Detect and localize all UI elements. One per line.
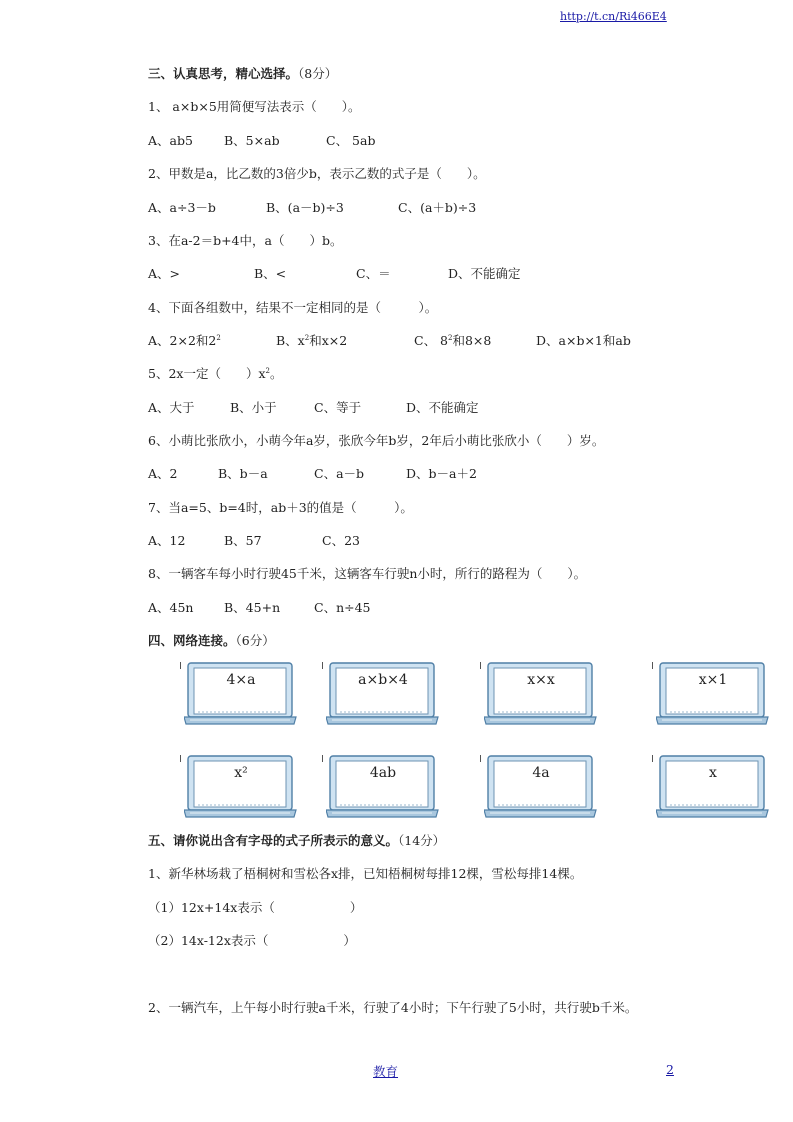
q6-option-a: A、2 [148,466,178,481]
section3-heading [148,64,337,82]
laptop-expression: 4a [532,765,550,781]
laptop-expression: x×x [527,672,555,688]
superscript: 2 [448,333,453,342]
laptop-card [326,662,440,726]
q4-option-d: D、a×b×1和ab [536,333,631,348]
laptop-card [656,662,770,726]
s5-q1-sub2: （2）14x-12x表示（ ） [148,933,356,948]
section5-score: （14分） [398,833,446,848]
section5-heading [148,831,445,849]
section5-title: 五、请你说出含有字母的式子所表示的意义。 [148,833,399,848]
laptop-card [484,662,598,726]
q6-option-d: D、b－a＋2 [406,466,477,481]
s5-q1-stem: 1、新华林场栽了梧桐树和雪松各x排，已知梧桐树每排12棵，雪松每排14棵。 [148,866,583,881]
q3-option-a: A、> [148,266,181,281]
q3-option-d: D、不能确定 [448,266,521,281]
section3-score: （8分） [298,66,338,81]
laptop-card [184,662,298,726]
q8-option-c: C、n÷45 [314,600,371,615]
page-number[interactable]: 2 [666,1062,674,1077]
q2-option-a: A、a÷3－b [148,200,216,215]
q5-stem: 5、2x一定（ ）$x^2$。 [148,366,283,381]
q8-option-a: A、45n [148,600,194,615]
q5-option-d: D、不能确定 [406,400,479,415]
s5-q2-stem: 2、一辆汽车，上午每小时行驶a千米，行驶了4小时；下午行驶了5小时，共行驶b千米。 [148,1000,638,1015]
q6-option-b: B、b－a [218,466,268,481]
footer-link[interactable]: 教育 [373,1064,399,1079]
connector-tick [322,662,323,669]
q7-stem: 7、当a=5、b=4时，ab＋3的值是（ ）。 [148,500,413,515]
connector-tick [180,662,181,669]
q8-stem: 8、一辆客车每小时行驶45千米，这辆客车行驶n小时，所行的路程为（ ）。 [148,566,587,581]
laptop-expression: 4×a [226,672,256,688]
q3-stem: 3、在a-2＝b+4中，a（ ）b。 [148,233,343,248]
laptop-expression: x² [234,765,248,781]
laptop-card [326,755,440,819]
q5-option-b: B、小于 [230,400,277,415]
laptop-expression: 4ab [369,765,397,781]
q1-option-c: C、 5ab [326,133,376,148]
superscript: 2 [304,333,310,342]
superscript: 2 [216,333,221,342]
q7-option-b: B、57 [224,533,262,548]
superscript: 2 [265,366,270,375]
header-url-link[interactable]: http://t.cn/Ri466E4 [560,10,667,23]
q5-option-a: A、大于 [148,400,195,415]
q1-option-a: A、ab5 [148,133,193,148]
section4-title: 四、网络连接。 [148,633,236,648]
q4-option-b: B、$x^2$和x×2 [276,333,348,348]
laptop-card [484,755,598,819]
q8-option-b: B、45+n [224,600,281,615]
s5-q1-sub1: （1）12x+14x表示（ ） [148,900,363,915]
q4-option-c: C、 $8^2$和8×8 [414,333,492,348]
q7-option-a: A、12 [148,533,186,548]
q2-stem: 2、甲数是a，比乙数的3倍少b，表示乙数的式子是（ ）。 [148,166,486,181]
connector-tick [322,755,323,762]
section4-heading [148,631,275,649]
q1-option-b: B、5×ab [224,133,280,148]
q6-option-c: C、a－b [314,466,365,481]
connector-tick [652,662,653,669]
q7-option-c: C、23 [322,533,360,548]
q4-stem: 4、下面各组数中，结果不一定相同的是（ ）。 [148,300,438,315]
section4-score: （6分） [235,633,275,648]
laptop-expression: a×b×4 [358,672,408,688]
connector-tick [480,755,481,762]
connector-tick [180,755,181,762]
q2-option-b: B、(a－b)÷3 [266,200,344,215]
q3-option-b: B、< [254,266,287,281]
section3-title: 三、认真思考，精心选择。 [148,66,299,81]
q3-option-c: C、＝ [356,266,391,281]
q1-stem: 1、 a×b×5用简便写法表示（ ）。 [148,99,361,114]
laptop-card [656,755,770,819]
laptop-expression: x [709,765,717,781]
q5-option-c: C、等于 [314,400,362,415]
q2-option-c: C、(a＋b)÷3 [398,200,477,215]
connector-tick [480,662,481,669]
laptop-expression: x×1 [698,672,728,688]
q6-stem: 6、小萌比张欣小，小萌今年a岁，张欣今年b岁，2年后小萌比张欣小（ ）岁。 [148,433,605,448]
connector-tick [652,755,653,762]
q4-option-a: A、2×2和$2^2$ [148,333,221,348]
laptop-card [184,755,298,819]
